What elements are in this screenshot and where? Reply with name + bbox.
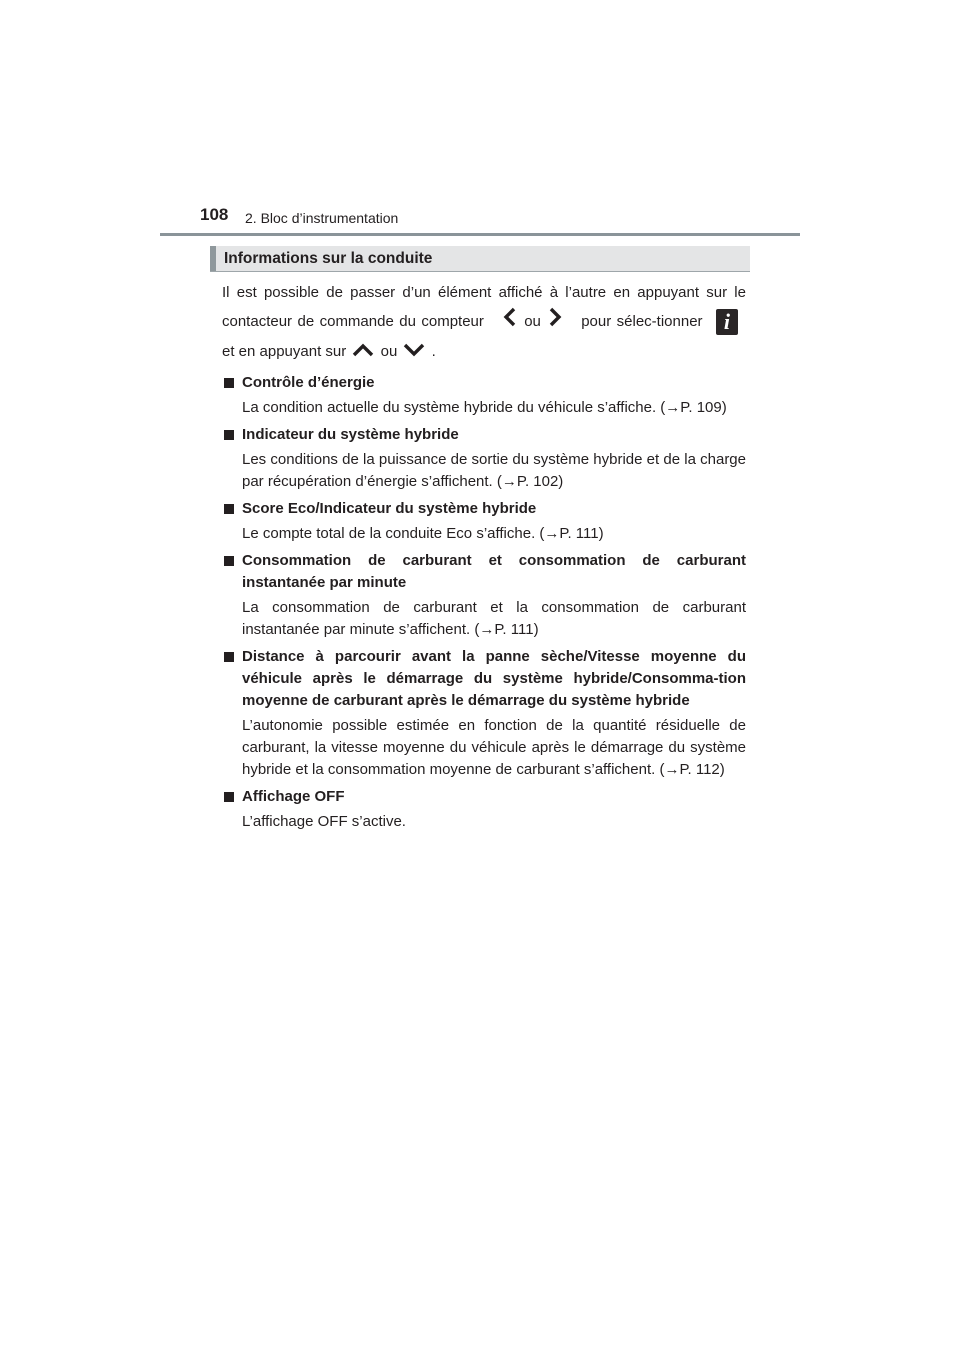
chapter-title: 2. Bloc d’instrumentation xyxy=(245,210,399,226)
intro-text-2: pour sélec-tionner xyxy=(581,313,703,330)
list-item-description: La consommation de carburant et la consommation de carburant instantanée par minute s’affichent. (→P. 111) xyxy=(242,598,746,638)
list-item xyxy=(222,786,746,833)
list-item-description: La condition actuelle du système hybride du véhicule s’affiche. (→P. 109) xyxy=(242,398,727,416)
list-item-title: Indicateur du système hybride xyxy=(222,424,746,446)
intro-or-2: ou xyxy=(380,343,398,361)
list-item-title: Contrôle d’énergie xyxy=(222,372,746,394)
list-item-description: L’affichage OFF s’active. xyxy=(242,812,406,830)
header-rule xyxy=(160,233,800,236)
content xyxy=(222,278,746,833)
bullet-square-icon xyxy=(224,792,234,802)
bullet-square-icon xyxy=(224,430,234,440)
intro-text-3: et en appuyant sur xyxy=(222,343,347,361)
bullet-square-icon xyxy=(224,378,234,388)
list-item xyxy=(222,550,746,641)
list-item-title: Distance à parcourir avant la panne sèche/Vitesse moyenne du véhicule après le démarrage du système hybride/Consomma-tion moyenne de carburant après le démarrage du système hybride xyxy=(222,646,746,712)
bullet-square-icon xyxy=(224,504,234,514)
page-number: 108 xyxy=(200,205,229,224)
chevron-left-icon xyxy=(503,307,517,337)
list-item xyxy=(222,424,746,493)
section-title: Informations sur la conduite xyxy=(224,250,433,267)
list-item-description: Le compte total de la conduite Eco s’affiche. (→P. 111) xyxy=(242,524,604,542)
list-item xyxy=(222,372,746,419)
section-heading xyxy=(210,246,750,272)
intro-text-1: Il est possible de passer d’un élément affiché à l’autre en appuyant sur le contacteur de commande du compteur xyxy=(222,284,746,330)
section-heading-tab xyxy=(210,246,216,271)
list-item xyxy=(222,498,746,545)
list-item-description: Les conditions de la puissance de sortie du système hybride et de la charge par récupération d’énergie s’affichent. (→P. 102) xyxy=(242,450,746,490)
chevron-down-icon xyxy=(403,338,425,367)
chevron-right-icon xyxy=(548,307,562,337)
list-item-description: L’autonomie possible estimée en fonction de la quantité résiduelle de carburant, la vitesse moyenne du véhicule après le démarrage du système hybride et la consommation moyenne de carburant s’affichent. (→P. 112) xyxy=(242,716,746,778)
list-item-title: Consommation de carburant et consommation de carburant instantanée par minute xyxy=(222,550,746,594)
intro-end: . xyxy=(431,343,436,361)
bullet-square-icon xyxy=(224,556,234,566)
list-item xyxy=(222,646,746,781)
intro-paragraph xyxy=(222,278,746,367)
bullet-square-icon xyxy=(224,652,234,662)
list-item-title: Score Eco/Indicateur du système hybride xyxy=(222,498,746,520)
chevron-up-icon xyxy=(352,338,374,367)
list-item-title: Affichage OFF xyxy=(222,786,746,808)
intro-or-1: ou xyxy=(524,313,541,330)
info-icon: i xyxy=(716,309,738,335)
